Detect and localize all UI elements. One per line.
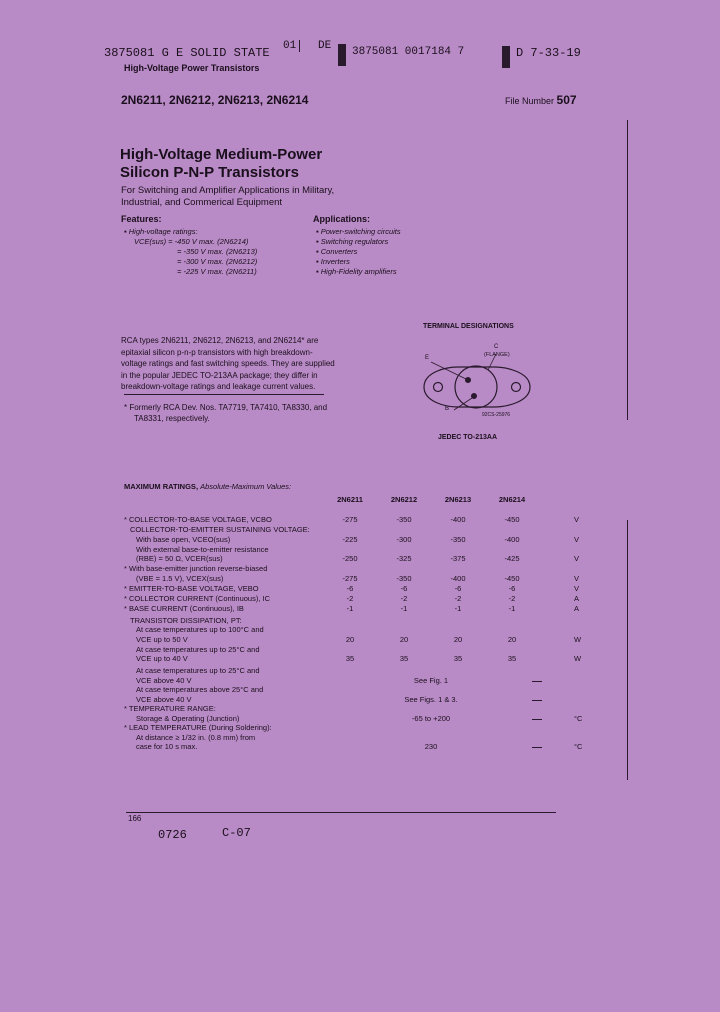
ratings-unit: °C	[574, 713, 583, 723]
ratings-cell: -2	[454, 593, 462, 603]
ratings-cell: -1	[508, 603, 516, 613]
ratings-row-label: At case temperatures up to 25°C and	[136, 666, 260, 675]
feature-item: = -300 V max. (2N6212)	[177, 257, 258, 266]
ratings-cell: -1	[400, 603, 408, 613]
ratings-cell: -375	[450, 554, 466, 563]
ratings-cell: -300	[396, 534, 412, 544]
ratings-row-label: * EMITTER-TO-BASE VOLTAGE, VEBO	[124, 583, 259, 593]
ratings-cell: -6	[454, 583, 462, 593]
ratings-cell: -6	[400, 583, 408, 593]
ratings-column-header: 2N6213	[444, 495, 472, 504]
scan-artifact-line	[627, 520, 628, 780]
ratings-heading: MAXIMUM RATINGS, Absolute-Maximum Values:	[124, 482, 292, 491]
ratings-row-label: At distance ≥ 1/32 in. (0.8 mm) from	[136, 732, 256, 742]
ratings-cell: -225	[342, 534, 358, 544]
ratings-cell: -2	[508, 593, 516, 603]
ratings-cell: -250	[342, 554, 358, 563]
ratings-unit: V	[574, 583, 580, 593]
ratings-cell: -350	[396, 515, 412, 524]
ratings-cell: 20	[453, 634, 463, 644]
ratings-unit: V	[574, 573, 580, 583]
ratings-cell: 20	[507, 634, 517, 644]
terminal-caption: JEDEC TO-213AA	[438, 434, 498, 441]
ratings-unit: °C	[574, 742, 583, 751]
terminal-heading: TERMINAL DESIGNATIONS	[423, 323, 514, 330]
feature-item: VCE(sus) = -450 V max. (2N6214)	[134, 237, 249, 246]
ratings-row-label: * COLLECTOR CURRENT (Continuous), IC	[124, 593, 271, 603]
ratings-cell: -275	[342, 573, 358, 583]
ratings-row-label: VCE up to 50 V	[136, 634, 188, 644]
terminal-label-e: E	[425, 355, 430, 361]
ratings-row-label: * LEAD TEMPERATURE (During Soldering):	[124, 723, 272, 732]
ratings-span-value: 230	[330, 742, 532, 751]
ratings-span-value: -65 to +200	[330, 714, 532, 723]
ratings-cell: -6	[508, 583, 516, 593]
subtitle-line2: Industrial, and Commerical Equipment	[121, 197, 283, 208]
ratings-cell: -450	[504, 515, 520, 524]
category-label: High-Voltage Power Transistors	[124, 63, 260, 73]
ratings-cell: -350	[450, 534, 466, 544]
stamp-box1: 01	[283, 40, 300, 52]
ratings-cell: 20	[399, 634, 409, 644]
scan-artifact-line	[627, 120, 628, 420]
ratings-row-label: At case temperatures up to 100°C and	[136, 625, 264, 634]
ratings-cell: 35	[507, 654, 517, 663]
ratings-cell: -2	[346, 593, 354, 603]
title-line1: High-Voltage Medium-Power	[120, 146, 323, 163]
application-item: ▪ Switching regulators	[316, 237, 389, 246]
description-line: epitaxial silicon p-n-p transistors with high breakdown-	[121, 347, 313, 357]
ratings-unit: W	[574, 634, 582, 644]
ratings-row-label: COLLECTOR-TO-EMITTER SUSTAINING VOLTAGE:	[130, 525, 310, 534]
ratings-row-label: * BASE CURRENT (Continuous), IB	[124, 603, 244, 613]
ratings-row-label: TRANSISTOR DISSIPATION, PT:	[130, 615, 242, 625]
ratings-row-label: At case temperatures up to 25°C and	[136, 644, 260, 654]
feature-item: = -350 V max. (2N6213)	[177, 247, 258, 256]
stamp-code: 3875081 0017184 7	[352, 46, 465, 58]
ratings-column-header: 2N6211	[337, 495, 363, 504]
ratings-unit: V	[574, 515, 580, 524]
footer-rule	[126, 812, 556, 813]
description-line: breakdown-voltage ratings and leakage current values.	[121, 382, 316, 391]
feature-item: = -225 V max. (2N6211)	[177, 267, 257, 276]
handwritten-right: C-07	[222, 826, 251, 840]
ratings-cell: -400	[450, 573, 466, 583]
file-number-label: File Number 507	[505, 93, 577, 107]
ratings-cell: -1	[454, 603, 462, 613]
ratings-row-label: VCE up to 40 V	[136, 654, 188, 663]
ratings-row-label: (RBE) = 50 Ω, VCER(sus)	[136, 554, 223, 563]
ratings-cell: 35	[399, 654, 409, 663]
ratings-cell: -6	[346, 583, 354, 593]
terminal-label-c: C	[494, 344, 499, 350]
ratings-cell: -1	[346, 603, 354, 613]
ratings-span-value: See Figs. 1 & 3.	[330, 695, 532, 704]
description-line: voltage ratings and fast switching speeds. They are supplied	[121, 359, 335, 368]
handwritten-left: 0726	[158, 828, 187, 842]
ratings-column-header: 2N6214	[498, 495, 526, 504]
ratings-cell: 35	[345, 654, 355, 663]
feature-item: ▪ High-voltage ratings:	[124, 227, 198, 236]
terminal-caption-small: 92CS-25976	[482, 412, 511, 418]
description-line: RCA types 2N6211, 2N6212, 2N6213, and 2N6214* are	[121, 336, 319, 345]
ratings-unit: A	[574, 603, 580, 613]
stamp-bar-2	[502, 46, 510, 68]
description-line: in the popular JEDEC TO-213AA package; they differ in	[121, 370, 318, 380]
page-number: 166	[128, 814, 142, 823]
ratings-unit: W	[574, 654, 582, 663]
application-item: ▪ Power-switching circuits	[316, 227, 401, 236]
description	[121, 335, 335, 393]
terminal-label-b: B	[445, 406, 450, 412]
part-numbers: 2N6211, 2N6212, 2N6213, 2N6214	[121, 93, 309, 107]
footnote-rule	[124, 394, 324, 395]
ratings-row-label: With external base-to-emitter resistance	[136, 544, 269, 554]
ratings-cell: -400	[450, 515, 466, 524]
ratings-unit: A	[574, 593, 580, 603]
ratings-row-label: * COLLECTOR-TO-BASE VOLTAGE, VCBO	[124, 515, 272, 524]
application-item: ▪ High-Fidelity amplifiers	[316, 267, 397, 276]
ratings-cell: 35	[453, 654, 463, 663]
ratings-cell: 20	[345, 634, 355, 644]
terminal-label-flange: (FLANGE)	[484, 352, 510, 358]
stamp-date: D 7-33-19	[516, 46, 581, 60]
footnote: * Formerly RCA Dev. Nos. TA7719, TA7410, TA8330, and TA8331, respectively.	[124, 403, 328, 423]
ratings-cell: -425	[504, 554, 520, 563]
ratings-cell: -450	[504, 573, 520, 583]
ratings-unit: V	[574, 534, 580, 544]
ratings-row-label: (VBE = 1.5 V), VCEX(sus)	[136, 573, 224, 583]
ratings-row-label: case for 10 s max.	[136, 742, 198, 751]
ratings-row-label: * TEMPERATURE RANGE:	[124, 704, 216, 713]
ratings-cell: -2	[400, 593, 408, 603]
application-item: ▪ Inverters	[316, 257, 350, 266]
ratings-cell: -350	[396, 573, 412, 583]
stamp-bar	[338, 44, 346, 66]
features-heading: Features:	[121, 214, 162, 224]
to213aa-package-icon	[418, 340, 538, 425]
ratings-row-label: With base open, VCEO(sus)	[136, 534, 231, 544]
subtitle-line1: For Switching and Amplifier Applications in Military,	[121, 185, 335, 196]
file-number: 507	[556, 93, 577, 107]
ratings-span-value: See Fig. 1	[330, 676, 532, 685]
ratings-column-header: 2N6212	[390, 495, 418, 504]
ratings-row-label: * With base-emitter junction reverse-biased	[124, 564, 268, 573]
applications-heading: Applications:	[313, 214, 371, 224]
ratings-row-label: VCE above 40 V	[136, 675, 192, 685]
stamp-de: DE	[318, 40, 332, 52]
stamp-left: 3875081 G E SOLID STATE	[104, 46, 270, 60]
ratings-cell: -325	[396, 554, 412, 563]
ratings-cell: -275	[342, 515, 358, 524]
ratings-row-label: Storage & Operating (Junction)	[136, 713, 240, 723]
title-line2: Silicon P-N-P Transistors	[120, 164, 299, 181]
ratings-row-label: At case temperatures above 25°C and	[136, 685, 264, 694]
ratings-unit: V	[574, 554, 580, 563]
application-item: ▪ Converters	[316, 247, 358, 256]
ratings-cell: -400	[504, 534, 520, 544]
ratings-row-label: VCE above 40 V	[136, 694, 192, 704]
